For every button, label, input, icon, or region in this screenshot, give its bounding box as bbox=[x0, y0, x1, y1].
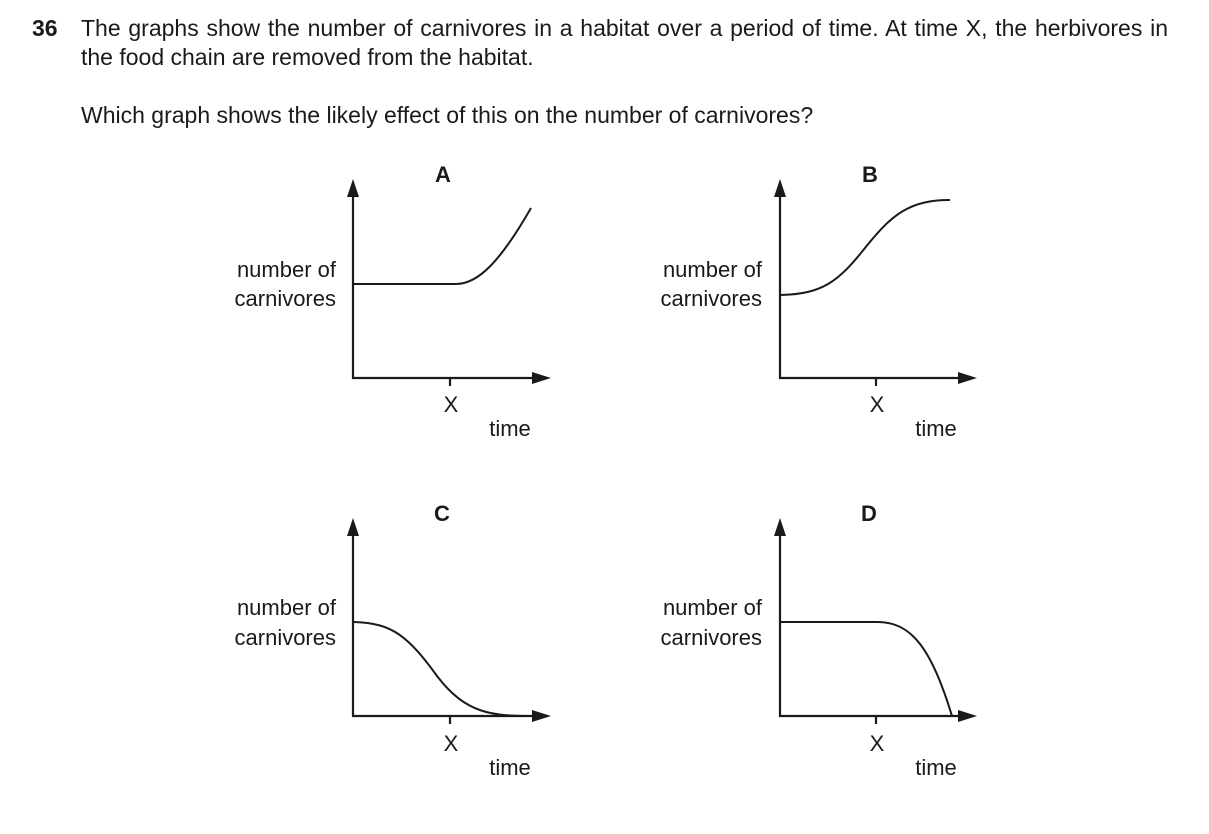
graph-a-ylabel-line1: number of bbox=[236, 257, 336, 282]
graph-b-x-arrow-icon bbox=[958, 372, 977, 384]
graph-d-ylabel-line1: number of bbox=[662, 595, 762, 620]
graph-d-y-arrow-icon bbox=[774, 518, 786, 536]
graph-a-x-arrow-icon bbox=[532, 372, 551, 384]
graph-c-xlabel: time bbox=[489, 755, 531, 780]
graph-d-x-arrow-icon bbox=[958, 710, 977, 722]
question-text: The graphs show the number of carnivores in a habitat over a period of time. At time X, the herbivores in the food chain are removed from the habitat. bbox=[81, 15, 1168, 70]
graph-d-curve bbox=[781, 622, 952, 716]
graph-a-ylabel-line2: carnivores bbox=[234, 286, 336, 311]
graph-c-ylabel-line2: carnivores bbox=[234, 625, 336, 650]
graph-b-ylabel-line1: number of bbox=[662, 257, 762, 282]
graph-c-curve bbox=[354, 622, 533, 716]
graph-c-x-marker: X bbox=[443, 731, 459, 756]
graph-a bbox=[235, 162, 551, 441]
graph-a-title: A bbox=[435, 162, 451, 187]
graph-c bbox=[235, 501, 551, 780]
graph-c-y-arrow-icon bbox=[347, 518, 359, 536]
graph-d-ylabel-line2: carnivores bbox=[660, 625, 762, 650]
graph-c-ylabel-line1: number of bbox=[236, 595, 336, 620]
graph-c-x-arrow-icon bbox=[532, 710, 551, 722]
graph-b-xlabel: time bbox=[915, 416, 957, 441]
graph-d bbox=[661, 501, 977, 780]
graph-b bbox=[661, 162, 977, 441]
graph-b-curve bbox=[781, 200, 950, 295]
question-number: 36 bbox=[32, 15, 58, 41]
graph-c-title: C bbox=[434, 501, 450, 526]
graph-b-ylabel-line2: carnivores bbox=[660, 286, 762, 311]
graph-d-xlabel: time bbox=[915, 755, 957, 780]
graph-a-y-arrow-icon bbox=[347, 179, 359, 197]
graph-a-x-marker: X bbox=[443, 392, 459, 417]
graph-a-curve bbox=[354, 208, 531, 284]
graph-d-title: D bbox=[861, 501, 877, 526]
graph-b-x-marker: X bbox=[869, 392, 885, 417]
graph-b-title: B bbox=[862, 162, 878, 187]
question-prompt: Which graph shows the likely effect of this on the number of carnivores? bbox=[81, 102, 814, 128]
graph-b-y-arrow-icon bbox=[774, 179, 786, 197]
graph-d-x-marker: X bbox=[869, 731, 885, 756]
graph-a-xlabel: time bbox=[489, 416, 531, 441]
